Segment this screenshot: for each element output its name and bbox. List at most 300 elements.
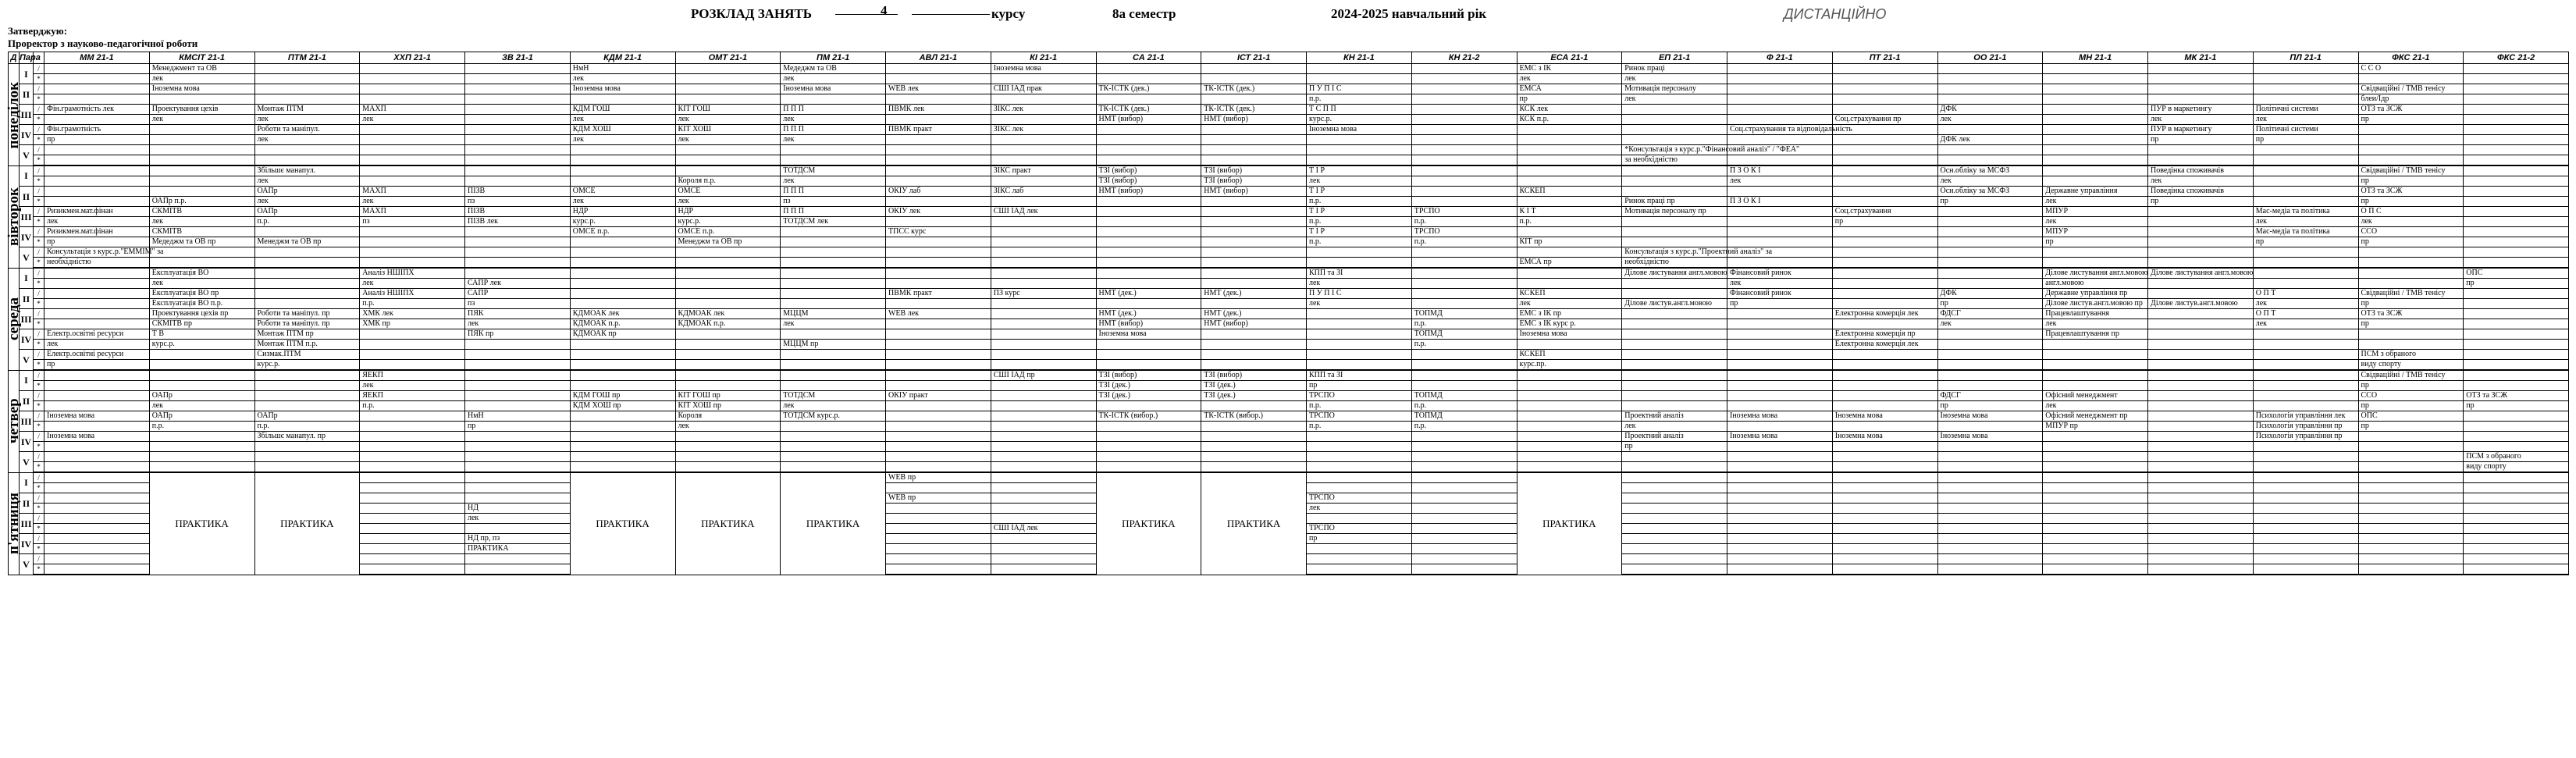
- schedule-cell: [1307, 432, 1412, 442]
- schedule-cell: [2043, 524, 2148, 534]
- schedule-cell: ТК-ІСТК (вибор.): [1201, 411, 1307, 422]
- schedule-cell: [1411, 64, 1517, 74]
- schedule-cell: [886, 197, 991, 207]
- schedule-cell: [360, 524, 465, 534]
- schedule-cell: [2043, 145, 2148, 155]
- schedule-cell: [360, 360, 465, 371]
- schedule-cell: [1096, 94, 1201, 105]
- schedule-cell: Соц.страхування та відповідальність: [1727, 125, 1833, 135]
- schedule-cell: [1832, 360, 1937, 371]
- schedule-cell: [781, 462, 886, 473]
- schedule-cell: КДМОАК пр: [570, 329, 675, 340]
- schedule-cell: ЯЕКП: [360, 370, 465, 381]
- schedule-cell: [1096, 247, 1201, 258]
- schedule-cell: [1937, 237, 2043, 247]
- schedule-cell: п.р.: [1411, 217, 1517, 227]
- schedule-cell: [2464, 176, 2569, 187]
- schedule-cell: [1622, 524, 1727, 534]
- schedule-cell: [1096, 207, 1201, 217]
- schedule-cell: Роботи та маніпул. пр: [254, 319, 360, 329]
- schedule-cell: [2148, 544, 2254, 554]
- schedule-cell: [1411, 462, 1517, 473]
- schedule-cell: [1411, 165, 1517, 176]
- schedule-cell: [991, 329, 1096, 340]
- group-header: ПМ 21-1: [781, 52, 886, 64]
- schedule-cell: [675, 64, 781, 74]
- schedule-cell: ЕМС з ІК: [1517, 64, 1622, 74]
- schedule-cell: пр: [2358, 422, 2464, 432]
- schedule-cell: [1307, 247, 1412, 258]
- pair-number: IV: [20, 329, 34, 350]
- schedule-cell: [1201, 452, 1307, 462]
- schedule-cell: [2253, 554, 2358, 564]
- schedule-cell: Т І Р: [1307, 207, 1412, 217]
- schedule-cell: [1411, 135, 1517, 145]
- schedule-cell: [1832, 64, 1937, 74]
- schedule-cell: [1411, 554, 1517, 564]
- schedule-cell: [570, 258, 675, 269]
- schedule-cell: [465, 401, 571, 411]
- schedule-cell: [675, 350, 781, 360]
- schedule-row: [9, 340, 2569, 350]
- schedule-cell: [991, 493, 1096, 504]
- schedule-cell: [1622, 227, 1727, 237]
- schedule-cell: [991, 401, 1096, 411]
- schedule-cell: СШІ ІАД лек: [991, 524, 1096, 534]
- schedule-cell: [1832, 165, 1937, 176]
- schedule-cell: [1727, 442, 1833, 452]
- schedule-cell: КІТ ГОШ: [675, 105, 781, 115]
- schedule-cell: [2358, 279, 2464, 289]
- pair-number: V: [20, 247, 34, 269]
- schedule-cell: [360, 176, 465, 187]
- schedule-cell: [2043, 125, 2148, 135]
- schedule-cell: лек: [254, 115, 360, 125]
- pair-number: III: [20, 514, 34, 534]
- schedule-cell: [781, 350, 886, 360]
- schedule-cell: [465, 94, 571, 105]
- schedule-cell: пр: [44, 237, 150, 247]
- schedule-cell: [2358, 155, 2464, 166]
- schedule-cell: [781, 279, 886, 289]
- schedule-cell: [675, 279, 781, 289]
- schedule-cell: [2148, 391, 2254, 401]
- schedule-cell: [465, 115, 571, 125]
- schedule-cell: [886, 544, 991, 554]
- week-marker: *: [34, 504, 44, 514]
- week-marker: *: [34, 422, 44, 432]
- schedule-cell: [1517, 227, 1622, 237]
- schedule-cell: [465, 227, 571, 237]
- schedule-cell: [886, 381, 991, 391]
- schedule-cell: пр: [2358, 401, 2464, 411]
- schedule-cell: [2253, 340, 2358, 350]
- schedule-cell: [570, 370, 675, 381]
- schedule-cell: пр: [1937, 197, 2043, 207]
- schedule-cell: [465, 564, 571, 575]
- schedule-cell: [360, 483, 465, 493]
- schedule-cell: [1937, 360, 2043, 371]
- schedule-cell: [2464, 340, 2569, 350]
- schedule-cell: [1832, 155, 1937, 166]
- schedule-cell: [1517, 442, 1622, 452]
- schedule-cell: [2043, 94, 2148, 105]
- schedule-cell: [1411, 299, 1517, 309]
- schedule-cell: [1307, 554, 1412, 564]
- schedule-cell: [2148, 64, 2254, 74]
- schedule-cell: [570, 432, 675, 442]
- schedule-cell: ПРАКТИКА: [465, 544, 571, 554]
- schedule-cell: ОАПр: [254, 207, 360, 217]
- schedule-cell: [1937, 544, 2043, 554]
- schedule-cell: [1411, 279, 1517, 289]
- schedule-cell: ТОТДСМ: [781, 165, 886, 176]
- schedule-cell: [2148, 319, 2254, 329]
- schedule-cell: [1096, 125, 1201, 135]
- schedule-cell: [1201, 237, 1307, 247]
- schedule-row: [9, 165, 2569, 176]
- schedule-cell: [1201, 462, 1307, 473]
- schedule-cell: [360, 237, 465, 247]
- schedule-cell: [1411, 564, 1517, 575]
- schedule-cell: [1517, 422, 1622, 432]
- schedule-cell: Психологія управління пр: [2253, 422, 2358, 432]
- schedule-cell: [2148, 452, 2254, 462]
- schedule-cell: [1307, 350, 1412, 360]
- week-marker: /: [34, 247, 44, 258]
- schedule-cell: [1096, 227, 1201, 237]
- schedule-cell: Електр.освітні ресурси: [44, 350, 150, 360]
- schedule-row: [9, 258, 2569, 269]
- schedule-cell: лек: [1727, 176, 1833, 187]
- schedule-cell: пр: [1937, 299, 2043, 309]
- schedule-cell: [1727, 514, 1833, 524]
- schedule-cell: ПЯК пр: [465, 329, 571, 340]
- schedule-cell: [2043, 165, 2148, 176]
- schedule-cell: [991, 422, 1096, 432]
- schedule-cell: САПР: [465, 289, 571, 299]
- schedule-cell: [1727, 94, 1833, 105]
- schedule-cell: лек: [781, 401, 886, 411]
- schedule-cell: [1727, 329, 1833, 340]
- schedule-cell: [2358, 329, 2464, 340]
- schedule-cell: [149, 176, 254, 187]
- schedule-cell: лек: [675, 135, 781, 145]
- schedule-cell: [465, 472, 571, 483]
- schedule-cell: [2358, 258, 2464, 269]
- schedule-cell: [2464, 524, 2569, 534]
- schedule-row: [9, 155, 2569, 166]
- schedule-cell: лек: [149, 217, 254, 227]
- schedule-cell: [1411, 381, 1517, 391]
- schedule-cell: лек: [1307, 279, 1412, 289]
- schedule-cell: ПЗ курс: [991, 289, 1096, 299]
- schedule-cell: [1832, 493, 1937, 504]
- schedule-cell: лек: [2253, 115, 2358, 125]
- schedule-cell: НМТ (дек.): [1096, 309, 1201, 319]
- schedule-cell: виду спорту: [2358, 360, 2464, 371]
- schedule-cell: WEB пр: [886, 493, 991, 504]
- schedule-cell: ПСМ з обраного: [2464, 452, 2569, 462]
- pair-number: III: [20, 309, 34, 329]
- week-marker: *: [34, 176, 44, 187]
- schedule-row: [9, 207, 2569, 217]
- schedule-cell: [991, 514, 1096, 524]
- schedule-cell: [2148, 309, 2254, 319]
- group-header: КН 21-2: [1411, 52, 1517, 64]
- schedule-cell: ЕМСА пр: [1517, 258, 1622, 269]
- schedule-cell: лек: [1622, 74, 1727, 84]
- group-header: СА 21-1: [1096, 52, 1201, 64]
- schedule-cell: [2043, 360, 2148, 371]
- schedule-cell: [465, 258, 571, 269]
- schedule-cell: [2358, 268, 2464, 279]
- schedule-cell: НМТ (вибор): [1201, 319, 1307, 329]
- schedule-cell: [149, 442, 254, 452]
- schedule-cell: Електронна комерція лек: [1832, 309, 1937, 319]
- schedule-cell: Іноземна мова: [1832, 411, 1937, 422]
- schedule-cell: лек: [44, 340, 150, 350]
- schedule-cell: [1832, 504, 1937, 514]
- schedule-cell: [149, 370, 254, 381]
- schedule-cell: [2148, 524, 2254, 534]
- schedule-cell: [1832, 237, 1937, 247]
- schedule-cell: [1937, 514, 2043, 524]
- schedule-cell: [1832, 187, 1937, 197]
- schedule-cell: МАХП: [360, 207, 465, 217]
- schedule-cell: ТПСС курс: [886, 227, 991, 237]
- schedule-cell: [2358, 247, 2464, 258]
- schedule-cell: [1727, 105, 1833, 115]
- schedule-cell: Іноземна мова: [1307, 125, 1412, 135]
- schedule-cell: [149, 452, 254, 462]
- schedule-cell: [1411, 247, 1517, 258]
- schedule-cell: [1832, 554, 1937, 564]
- schedule-cell: [254, 299, 360, 309]
- schedule-cell: [465, 483, 571, 493]
- schedule-cell: [2464, 64, 2569, 74]
- schedule-cell: ТОТДСМ курс.р.: [781, 411, 886, 422]
- week-marker: *: [34, 544, 44, 554]
- schedule-cell: МПУР: [2043, 207, 2148, 217]
- week-marker: *: [34, 401, 44, 411]
- schedule-cell: Аналіз НШІПХ: [360, 268, 465, 279]
- schedule-cell: [781, 432, 886, 442]
- schedule-cell: [2148, 360, 2254, 371]
- pair-number: II: [20, 289, 34, 309]
- schedule-cell: [1096, 64, 1201, 74]
- schedule-row: [9, 319, 2569, 329]
- schedule-cell: [44, 452, 150, 462]
- schedule-cell: [2148, 340, 2254, 350]
- schedule-cell: ПВМК практ: [886, 289, 991, 299]
- schedule-cell: [1307, 340, 1412, 350]
- schedule-cell: [254, 227, 360, 237]
- schedule-cell: [991, 544, 1096, 554]
- schedule-cell: [1411, 493, 1517, 504]
- schedule-cell: лек: [360, 197, 465, 207]
- schedule-cell: пр: [44, 135, 150, 145]
- schedule-cell: [991, 452, 1096, 462]
- schedule-cell: [2464, 309, 2569, 319]
- schedule-cell: [1096, 258, 1201, 269]
- schedule-cell: [254, 381, 360, 391]
- schedule-cell: [1937, 125, 2043, 135]
- week-marker: *: [34, 564, 44, 575]
- schedule-cell: [1201, 401, 1307, 411]
- schedule-cell: [2464, 217, 2569, 227]
- schedule-cell: англ.мовою: [2043, 279, 2148, 289]
- schedule-cell: лек: [1727, 279, 1833, 289]
- week-marker: /: [34, 289, 44, 299]
- schedule-cell: [1727, 370, 1833, 381]
- schedule-cell: [2358, 432, 2464, 442]
- schedule-cell: [465, 442, 571, 452]
- schedule-cell: [2043, 84, 2148, 94]
- schedule-cell: Фінансовий ринок: [1727, 268, 1833, 279]
- schedule-cell: ЗІКС лаб: [991, 187, 1096, 197]
- schedule-cell: [570, 176, 675, 187]
- schedule-cell: необхідністю: [44, 258, 150, 269]
- schedule-cell: блеи/Ідр: [2358, 94, 2464, 105]
- schedule-cell: [1727, 350, 1833, 360]
- pair-number: II: [20, 493, 34, 514]
- schedule-cell: [1307, 319, 1412, 329]
- schedule-cell: [2464, 84, 2569, 94]
- schedule-row: [9, 432, 2569, 442]
- schedule-cell: [1937, 483, 2043, 493]
- schedule-cell: [1832, 401, 1937, 411]
- pair-number: I: [20, 64, 34, 84]
- schedule-cell: [2148, 411, 2254, 422]
- schedule-cell: [2043, 554, 2148, 564]
- schedule-cell: КСКЕП: [1517, 350, 1622, 360]
- schedule-cell: ТРСПО: [1411, 207, 1517, 217]
- schedule-cell: [2464, 145, 2569, 155]
- schedule-cell: [570, 94, 675, 105]
- schedule-cell: Іноземна мова: [1517, 329, 1622, 340]
- schedule-cell: [1937, 227, 2043, 237]
- schedule-cell: [1832, 268, 1937, 279]
- schedule-cell: [2253, 94, 2358, 105]
- schedule-cell: [1096, 360, 1201, 371]
- schedule-cell: [360, 442, 465, 452]
- schedule-cell: ПІЗВ: [465, 207, 571, 217]
- schedule-cell: [991, 340, 1096, 350]
- schedule-cell: Ділове листування англ.мовою: [1622, 268, 1727, 279]
- schedule-cell: ТК-ІСТК (дек.): [1096, 84, 1201, 94]
- schedule-cell: Збільшє манапул.: [254, 165, 360, 176]
- schedule-cell: [2358, 125, 2464, 135]
- schedule-cell: [44, 554, 150, 564]
- schedule-cell: [991, 247, 1096, 258]
- schedule-cell: лек: [254, 135, 360, 145]
- schedule-cell: Консультація з курс.р."Проектний аналіз" за: [1622, 247, 1727, 258]
- schedule-cell: ТРСПО: [1307, 493, 1412, 504]
- schedule-cell: [1517, 279, 1622, 289]
- schedule-cell: Менеджм та ОВ пр: [254, 237, 360, 247]
- schedule-cell: [991, 258, 1096, 269]
- week-marker: *: [34, 340, 44, 350]
- schedule-cell: [2358, 524, 2464, 534]
- schedule-cell: [1727, 544, 1833, 554]
- schedule-cell: [360, 432, 465, 442]
- schedule-cell: п.р.: [149, 422, 254, 432]
- schedule-cell: [1727, 422, 1833, 432]
- schedule-cell: [1411, 268, 1517, 279]
- schedule-cell: [675, 289, 781, 299]
- schedule-cell: [1622, 115, 1727, 125]
- schedule-cell: пр: [2358, 299, 2464, 309]
- schedule-cell: [1727, 534, 1833, 544]
- schedule-cell: лек: [570, 115, 675, 125]
- schedule-cell: [2358, 462, 2464, 473]
- schedule-cell: ЗІКС практ: [991, 165, 1096, 176]
- schedule-row: [9, 309, 2569, 319]
- schedule-cell: [2464, 135, 2569, 145]
- schedule-cell: [44, 197, 150, 207]
- schedule-cell: [2043, 155, 2148, 166]
- schedule-cell: [1411, 74, 1517, 84]
- course-word: курсу: [991, 6, 1026, 21]
- schedule-cell: [1937, 381, 2043, 391]
- schedule-cell: НД: [465, 504, 571, 514]
- week-marker: /: [34, 534, 44, 544]
- schedule-cell: [1832, 381, 1937, 391]
- schedule-cell: [1096, 422, 1201, 432]
- schedule-cell: НМТ (вибор): [1201, 115, 1307, 125]
- schedule-cell: [2043, 258, 2148, 269]
- schedule-cell: [2464, 207, 2569, 217]
- week-marker: *: [34, 197, 44, 207]
- schedule-cell: [1622, 554, 1727, 564]
- schedule-cell: Мотивація персоналу: [1622, 84, 1727, 94]
- schedule-cell: лек: [2148, 176, 2254, 187]
- schedule-cell: [2464, 442, 2569, 452]
- schedule-cell: Експлуатація ВО п.р.: [149, 299, 254, 309]
- schedule-cell: П П П: [781, 207, 886, 217]
- schedule-cell: [1201, 135, 1307, 145]
- schedule-cell: КДМ ХОШ пр: [570, 401, 675, 411]
- schedule-cell: [1096, 462, 1201, 473]
- schedule-cell: НМТ (вибор): [1096, 187, 1201, 197]
- schedule-cell: [44, 370, 150, 381]
- schedule-cell: пр: [2358, 197, 2464, 207]
- schedule-cell: [2464, 483, 2569, 493]
- schedule-cell: [1517, 401, 1622, 411]
- group-header: ПТ 21-1: [1832, 52, 1937, 64]
- schedule-cell: [2464, 94, 2569, 105]
- schedule-cell: *Консультація з курс.р."Фінансовий аналіз" / "ФЕА": [1622, 145, 1727, 155]
- schedule-cell: [44, 462, 150, 473]
- schedule-cell: [991, 319, 1096, 329]
- course-number: 4: [881, 3, 888, 18]
- schedule-cell: [675, 268, 781, 279]
- schedule-cell: ТЗІ (дек.): [1201, 381, 1307, 391]
- schedule-cell: [2464, 74, 2569, 84]
- schedule-cell: [360, 247, 465, 258]
- schedule-cell: [2148, 94, 2254, 105]
- pair-number: IV: [20, 125, 34, 145]
- schedule-cell: [465, 340, 571, 350]
- schedule-cell: [1201, 360, 1307, 371]
- schedule-cell: ТК-ІСТК (дек.): [1096, 105, 1201, 115]
- schedule-row: [9, 360, 2569, 371]
- schedule-cell: [570, 381, 675, 391]
- schedule-row: [9, 472, 2569, 483]
- schedule-cell: [886, 442, 991, 452]
- schedule-cell: [886, 524, 991, 534]
